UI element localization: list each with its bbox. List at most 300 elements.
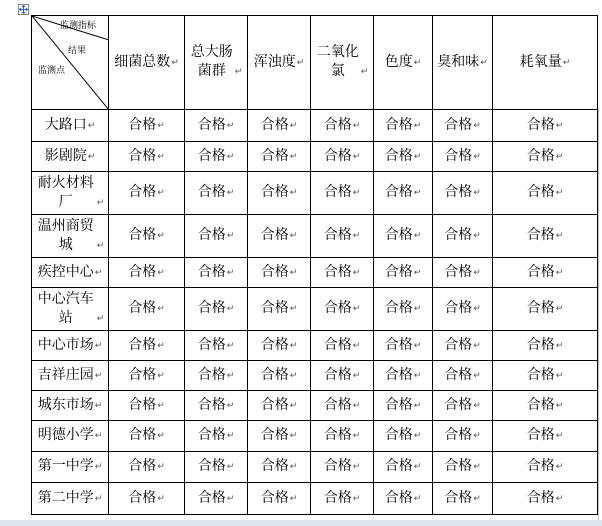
result-cell[interactable] [374, 361, 433, 391]
result-cell[interactable] [248, 110, 311, 142]
column-header-coliform[interactable] [185, 16, 248, 110]
result-cell[interactable] [311, 258, 374, 288]
result-cell[interactable] [493, 288, 598, 331]
result-cell[interactable] [433, 288, 493, 331]
paragraph-mark-icon: ↵ [473, 340, 481, 351]
result-value: 合格 [323, 366, 352, 383]
result-cell[interactable] [311, 391, 374, 421]
paragraph-mark-icon: ↵ [352, 151, 361, 162]
monitoring-point-cell[interactable] [32, 331, 109, 361]
paragraph-mark-icon: ↵ [96, 197, 105, 208]
paragraph-mark-icon: ↵ [94, 493, 103, 504]
monitoring-point-name: 影剧院 [44, 147, 87, 164]
monitoring-point-cell[interactable] [32, 142, 109, 172]
paragraph-mark-icon: ↵ [473, 120, 481, 131]
result-cell[interactable] [248, 361, 311, 391]
result-value: 合格 [260, 300, 289, 316]
result-cell[interactable] [433, 452, 493, 483]
result-cell[interactable] [185, 288, 248, 331]
result-value: 合格 [384, 366, 413, 383]
result-cell[interactable] [493, 452, 598, 483]
diagonal-header-cell[interactable] [32, 16, 109, 110]
result-value: 合格 [197, 116, 226, 133]
monitoring-point-cell[interactable] [32, 172, 109, 215]
result-value: 合格 [526, 396, 555, 413]
table-row [32, 142, 598, 172]
paragraph-mark-icon: ↵ [226, 370, 235, 381]
result-cell[interactable] [311, 288, 374, 331]
result-cell[interactable] [109, 331, 185, 361]
column-header-label: 总大肠菌群 [190, 44, 233, 79]
result-value: 合格 [323, 300, 352, 316]
paragraph-mark-icon: ↵ [473, 231, 481, 241]
paragraph-mark-icon: ↵ [87, 151, 96, 162]
paragraph-mark-icon: ↵ [289, 188, 298, 198]
result-value: 合格 [128, 336, 157, 353]
paragraph-mark-icon: ↵ [226, 462, 235, 472]
paragraph-mark-icon: ↵ [473, 370, 481, 381]
result-value: 合格 [128, 184, 157, 200]
result-cell[interactable] [311, 361, 374, 391]
result-value: 合格 [444, 396, 473, 413]
column-header-turbidity[interactable] [248, 16, 311, 110]
column-header-label: 耗氧量 [519, 53, 562, 70]
paragraph-mark-icon: ↵ [360, 67, 369, 77]
paragraph-mark-icon: ↵ [226, 120, 235, 131]
result-value: 合格 [444, 263, 473, 280]
table-row [32, 288, 598, 331]
diagonal-bottom-label: 监测点 [38, 66, 66, 76]
paragraph-mark-icon: ↵ [94, 462, 103, 472]
result-cell[interactable] [185, 258, 248, 288]
result-cell[interactable] [374, 483, 433, 515]
column-header-oxygen-demand[interactable] [493, 16, 598, 110]
result-cell[interactable] [109, 172, 185, 215]
monitoring-point-cell[interactable] [32, 288, 109, 331]
result-cell[interactable] [433, 172, 493, 215]
paragraph-mark-icon: ↵ [157, 493, 165, 504]
result-value: 合格 [384, 396, 413, 413]
result-value: 合格 [260, 489, 289, 506]
result-cell[interactable] [109, 142, 185, 172]
result-cell[interactable] [374, 215, 433, 258]
result-value: 合格 [260, 427, 289, 443]
result-cell[interactable] [311, 142, 374, 172]
paragraph-mark-icon: ↵ [413, 462, 422, 472]
table-row [32, 361, 598, 391]
result-cell[interactable] [248, 142, 311, 172]
column-header-bacteria[interactable] [109, 16, 185, 110]
result-value: 合格 [197, 366, 226, 383]
table-row [32, 172, 598, 215]
result-value: 合格 [384, 227, 413, 243]
paragraph-mark-icon: ↵ [289, 151, 298, 162]
result-cell[interactable] [109, 452, 185, 483]
paragraph-mark-icon: ↵ [226, 188, 235, 198]
result-value: 合格 [197, 184, 226, 200]
result-value: 合格 [323, 227, 352, 243]
result-value: 合格 [526, 366, 555, 383]
result-value: 合格 [444, 458, 473, 474]
column-header-odor[interactable] [433, 16, 493, 110]
result-value: 合格 [323, 458, 352, 474]
result-cell[interactable] [311, 110, 374, 142]
result-value: 合格 [128, 263, 157, 280]
paragraph-mark-icon: ↵ [413, 431, 422, 441]
paragraph-mark-icon: ↵ [226, 493, 235, 504]
paragraph-mark-icon: ↵ [289, 304, 298, 314]
paragraph-mark-icon: ↵ [413, 151, 422, 162]
paragraph-mark-icon: ↵ [157, 188, 165, 198]
result-cell[interactable] [109, 361, 185, 391]
paragraph-mark-icon: ↵ [480, 57, 488, 68]
result-value: 合格 [260, 263, 289, 280]
result-cell[interactable] [109, 110, 185, 142]
paragraph-mark-icon: ↵ [473, 151, 481, 162]
paragraph-mark-icon: ↵ [157, 304, 165, 314]
paragraph-mark-icon: ↵ [96, 313, 105, 324]
paragraph-mark-icon: ↵ [473, 493, 481, 504]
result-value: 合格 [384, 116, 413, 133]
result-cell[interactable] [109, 421, 185, 452]
result-cell[interactable] [185, 361, 248, 391]
paragraph-mark-icon: ↵ [289, 462, 298, 472]
paragraph-mark-icon: ↵ [352, 304, 361, 314]
monitoring-point-cell[interactable] [32, 361, 109, 391]
result-cell[interactable] [185, 172, 248, 215]
table-row [32, 331, 598, 361]
result-value: 合格 [384, 300, 413, 316]
result-cell[interactable] [374, 452, 433, 483]
result-value: 合格 [260, 336, 289, 353]
result-cell[interactable] [433, 258, 493, 288]
result-value: 合格 [128, 458, 157, 474]
paragraph-mark-icon: ↵ [413, 57, 422, 68]
table-row [32, 391, 598, 421]
result-cell[interactable] [493, 258, 598, 288]
paragraph-mark-icon: ↵ [413, 400, 422, 411]
paragraph-mark-icon: ↵ [473, 267, 481, 278]
result-cell[interactable] [109, 391, 185, 421]
result-cell[interactable] [493, 391, 598, 421]
monitoring-point-name: 城东市场 [37, 396, 94, 413]
paragraph-mark-icon: ↵ [473, 462, 481, 472]
paragraph-mark-icon: ↵ [413, 231, 422, 241]
monitoring-point-cell[interactable] [32, 391, 109, 421]
paragraph-mark-icon: ↵ [157, 370, 165, 381]
paragraph-mark-icon: ↵ [413, 188, 422, 198]
result-cell[interactable] [311, 215, 374, 258]
paragraph-mark-icon: ↵ [473, 400, 481, 411]
result-value: 合格 [526, 427, 555, 443]
result-cell[interactable] [374, 421, 433, 452]
result-cell[interactable] [433, 421, 493, 452]
result-value: 合格 [384, 458, 413, 474]
result-cell[interactable] [374, 288, 433, 331]
result-value: 合格 [444, 227, 473, 243]
result-cell[interactable] [248, 172, 311, 215]
result-cell[interactable] [493, 110, 598, 142]
result-cell[interactable] [433, 483, 493, 515]
result-value: 合格 [260, 184, 289, 200]
result-cell[interactable] [109, 215, 185, 258]
paragraph-mark-icon: ↵ [94, 431, 103, 441]
paragraph-mark-icon: ↵ [555, 462, 564, 472]
column-header-chlorine-dioxide[interactable] [311, 16, 374, 110]
result-cell[interactable] [248, 258, 311, 288]
paragraph-mark-icon: ↵ [473, 431, 481, 441]
result-cell[interactable] [493, 421, 598, 452]
result-value: 合格 [197, 396, 226, 413]
result-value: 合格 [384, 427, 413, 443]
result-cell[interactable] [493, 331, 598, 361]
paragraph-mark-icon: ↵ [473, 304, 481, 314]
result-cell[interactable] [185, 215, 248, 258]
table-move-handle-icon[interactable] [18, 4, 29, 15]
result-value: 合格 [197, 427, 226, 443]
result-value: 合格 [526, 300, 555, 316]
monitoring-point-cell[interactable] [32, 421, 109, 452]
result-value: 合格 [128, 396, 157, 413]
table-header-row [32, 16, 598, 110]
paragraph-mark-icon: ↵ [352, 231, 361, 241]
result-value: 合格 [526, 263, 555, 280]
table-row [32, 452, 598, 483]
result-cell[interactable] [185, 421, 248, 452]
result-cell[interactable] [248, 483, 311, 515]
result-value: 合格 [444, 300, 473, 316]
paragraph-mark-icon: ↵ [226, 400, 235, 411]
result-value: 合格 [526, 489, 555, 506]
paragraph-mark-icon: ↵ [289, 400, 298, 411]
paragraph-mark-icon: ↵ [226, 431, 235, 441]
result-value: 合格 [323, 184, 352, 200]
column-header-label: 色度 [384, 53, 413, 70]
result-cell[interactable] [433, 215, 493, 258]
result-cell[interactable] [185, 452, 248, 483]
table-row [32, 483, 598, 515]
paragraph-mark-icon: ↵ [413, 340, 422, 351]
result-value: 合格 [323, 116, 352, 133]
paragraph-mark-icon: ↵ [413, 120, 422, 131]
monitoring-point-name: 中心汽车站 [37, 290, 94, 326]
result-cell[interactable] [433, 331, 493, 361]
paragraph-mark-icon: ↵ [157, 231, 165, 241]
table-row [32, 215, 598, 258]
paragraph-mark-icon: ↵ [289, 120, 298, 131]
paragraph-mark-icon: ↵ [555, 370, 564, 381]
paragraph-mark-icon: ↵ [555, 120, 564, 131]
paragraph-mark-icon: ↵ [352, 188, 361, 198]
result-cell[interactable] [433, 142, 493, 172]
paragraph-mark-icon: ↵ [352, 431, 361, 441]
column-header-label: 浑浊度 [253, 53, 296, 70]
column-header-label: 细菌总数 [114, 53, 171, 70]
monitoring-point-name: 大路口 [44, 116, 87, 133]
monitoring-point-name: 疾控中心 [37, 263, 94, 280]
paragraph-mark-icon: ↵ [555, 188, 564, 198]
result-value: 合格 [526, 227, 555, 243]
result-cell[interactable] [185, 483, 248, 515]
monitoring-point-name: 明德小学 [37, 427, 94, 443]
paragraph-mark-icon: ↵ [157, 340, 165, 351]
monitoring-point-name: 第二中学 [37, 489, 94, 506]
result-cell[interactable] [311, 483, 374, 515]
paragraph-mark-icon: ↵ [289, 493, 298, 504]
result-cell[interactable] [311, 452, 374, 483]
result-value: 合格 [323, 489, 352, 506]
result-value: 合格 [444, 336, 473, 353]
paragraph-mark-icon: ↵ [555, 267, 564, 278]
paragraph-mark-icon: ↵ [352, 267, 361, 278]
paragraph-mark-icon: ↵ [352, 370, 361, 381]
paragraph-mark-icon: ↵ [289, 231, 298, 241]
result-value: 合格 [197, 263, 226, 280]
result-cell[interactable] [493, 172, 598, 215]
paragraph-mark-icon: ↵ [289, 267, 298, 278]
result-value: 合格 [444, 147, 473, 164]
monitoring-point-name: 温州商贸城 [37, 217, 94, 253]
result-cell[interactable] [493, 483, 598, 515]
paragraph-mark-icon: ↵ [157, 151, 165, 162]
paragraph-mark-icon: ↵ [87, 120, 96, 131]
result-value: 合格 [260, 116, 289, 133]
result-cell[interactable] [109, 483, 185, 515]
result-cell[interactable] [248, 215, 311, 258]
paragraph-mark-icon: ↵ [555, 151, 564, 162]
column-header-label: 二氧化氯 [316, 44, 359, 79]
result-value: 合格 [526, 116, 555, 133]
paragraph-mark-icon: ↵ [352, 400, 361, 411]
result-value: 合格 [323, 336, 352, 353]
paragraph-mark-icon: ↵ [555, 431, 564, 441]
paragraph-mark-icon: ↵ [413, 267, 422, 278]
result-cell[interactable] [433, 391, 493, 421]
result-cell[interactable] [374, 142, 433, 172]
diagonal-middle-label: 结果 [68, 46, 87, 56]
paragraph-mark-icon: ↵ [226, 267, 235, 278]
result-cell[interactable] [248, 452, 311, 483]
result-value: 合格 [128, 300, 157, 316]
result-value: 合格 [444, 427, 473, 443]
column-header-color[interactable] [374, 16, 433, 110]
result-cell[interactable] [374, 331, 433, 361]
result-cell[interactable] [185, 331, 248, 361]
result-value: 合格 [384, 489, 413, 506]
monitoring-point-cell[interactable] [32, 483, 109, 515]
result-value: 合格 [197, 458, 226, 474]
monitoring-point-name: 第一中学 [37, 458, 94, 474]
result-value: 合格 [444, 366, 473, 383]
result-value: 合格 [197, 227, 226, 243]
result-value: 合格 [197, 300, 226, 316]
result-cell[interactable] [493, 215, 598, 258]
result-value: 合格 [260, 366, 289, 383]
quality-monitoring-table [31, 15, 598, 515]
diagonal-top-label: 监测指标 [60, 21, 97, 31]
result-value: 合格 [197, 336, 226, 353]
result-value: 合格 [128, 147, 157, 164]
paragraph-mark-icon: ↵ [157, 120, 165, 131]
result-value: 合格 [260, 227, 289, 243]
result-value: 合格 [128, 366, 157, 383]
paragraph-mark-icon: ↵ [171, 57, 179, 68]
result-value: 合格 [526, 184, 555, 200]
paragraph-mark-icon: ↵ [555, 340, 564, 351]
result-value: 合格 [384, 263, 413, 280]
result-value: 合格 [197, 489, 226, 506]
result-value: 合格 [526, 336, 555, 353]
result-value: 合格 [384, 147, 413, 164]
monitoring-point-name: 中心市场 [37, 336, 94, 353]
paragraph-mark-icon: ↵ [555, 493, 564, 504]
result-cell[interactable] [493, 142, 598, 172]
monitoring-point-cell[interactable] [32, 452, 109, 483]
result-cell[interactable] [374, 172, 433, 215]
result-cell[interactable] [374, 391, 433, 421]
paragraph-mark-icon: ↵ [289, 370, 298, 381]
result-value: 合格 [128, 227, 157, 243]
result-value: 合格 [260, 147, 289, 164]
paragraph-mark-icon: ↵ [473, 188, 481, 198]
result-cell[interactable] [311, 421, 374, 452]
monitoring-point-cell[interactable] [32, 258, 109, 288]
result-cell[interactable] [248, 288, 311, 331]
result-value: 合格 [384, 336, 413, 353]
paragraph-mark-icon: ↵ [555, 400, 564, 411]
result-value: 合格 [197, 147, 226, 164]
monitoring-point-name: 耐火材料厂 [37, 174, 94, 210]
result-value: 合格 [526, 147, 555, 164]
result-cell[interactable] [433, 110, 493, 142]
monitoring-point-cell[interactable] [32, 215, 109, 258]
result-cell[interactable] [433, 361, 493, 391]
table-edge-line [598, 108, 599, 521]
result-cell[interactable] [493, 361, 598, 391]
result-cell[interactable] [374, 110, 433, 142]
result-cell[interactable] [311, 331, 374, 361]
result-cell[interactable] [185, 142, 248, 172]
result-value: 合格 [128, 489, 157, 506]
paragraph-mark-icon: ↵ [94, 340, 103, 351]
result-cell[interactable] [185, 110, 248, 142]
result-cell[interactable] [248, 331, 311, 361]
result-cell[interactable] [374, 258, 433, 288]
result-cell[interactable] [248, 391, 311, 421]
monitoring-point-cell[interactable] [32, 110, 109, 142]
paragraph-mark-icon: ↵ [234, 67, 243, 77]
result-value: 合格 [323, 263, 352, 280]
paragraph-mark-icon: ↵ [226, 231, 235, 241]
result-value: 合格 [384, 184, 413, 200]
paragraph-mark-icon: ↵ [296, 57, 305, 68]
result-cell[interactable] [248, 421, 311, 452]
paragraph-mark-icon: ↵ [352, 462, 361, 472]
paragraph-mark-icon: ↵ [555, 304, 564, 314]
paragraph-mark-icon: ↵ [413, 493, 422, 504]
result-value: 合格 [444, 489, 473, 506]
result-cell[interactable] [311, 172, 374, 215]
paragraph-mark-icon: ↵ [562, 57, 571, 68]
result-cell[interactable] [185, 391, 248, 421]
result-value: 合格 [444, 116, 473, 133]
paragraph-mark-icon: ↵ [352, 120, 361, 131]
table-row [32, 110, 598, 142]
paragraph-mark-icon: ↵ [226, 304, 235, 314]
result-cell[interactable] [109, 288, 185, 331]
result-cell[interactable] [109, 258, 185, 288]
result-value: 合格 [323, 427, 352, 443]
